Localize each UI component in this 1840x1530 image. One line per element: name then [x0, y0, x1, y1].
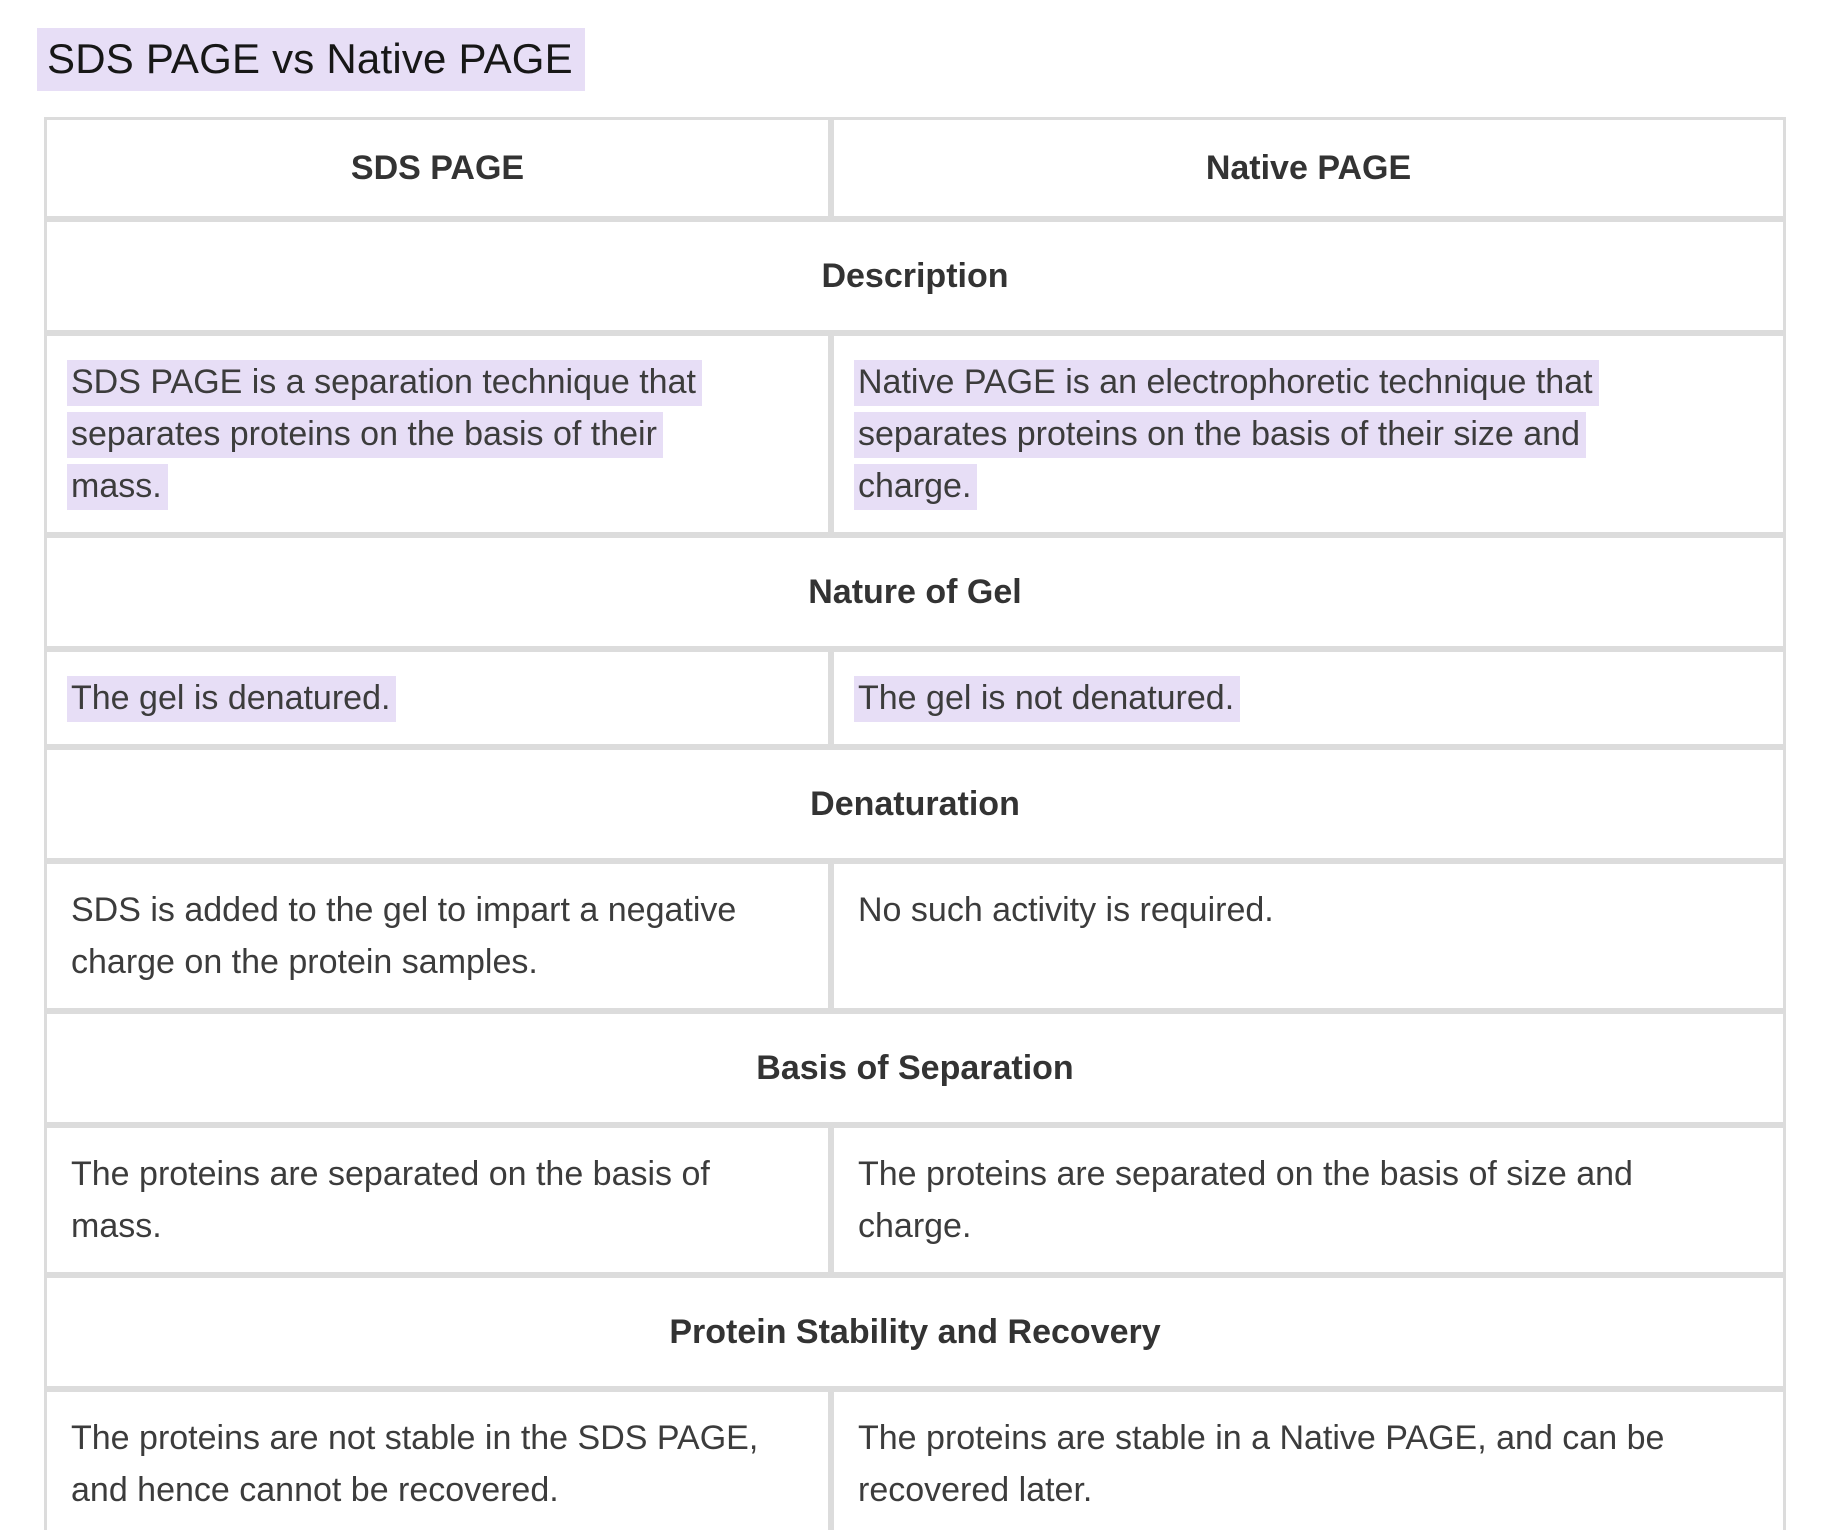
text-line: SDS is added to the gel to impart a negative — [71, 891, 737, 929]
highlighted-text: The gel is not denatured. — [854, 676, 1240, 722]
text-line — [858, 672, 1759, 724]
text-line — [858, 408, 1759, 460]
highlighted-text: Native PAGE is an electrophoretic technique that — [854, 360, 1599, 406]
section-content-row-denaturation — [44, 861, 1786, 1011]
text-line: The proteins are separated on the basis of size and — [858, 1155, 1633, 1193]
text-line: and hence cannot be recovered. — [71, 1471, 559, 1509]
text-line — [71, 672, 804, 724]
section-header-row-basis-of-separation — [44, 1011, 1786, 1125]
text-line: mass. — [71, 1207, 162, 1245]
section-content-row-basis-of-separation — [44, 1125, 1786, 1275]
comparison-table — [44, 117, 1786, 1530]
text-line: The proteins are stable in a Native PAGE, and can be — [858, 1419, 1665, 1457]
text-line: recovered later. — [858, 1471, 1093, 1509]
section-header-row-protein-stability-and-recovery — [44, 1275, 1786, 1389]
cell-native-description — [831, 333, 1786, 535]
text-line — [71, 408, 804, 460]
text-line: The proteins are not stable in the SDS PAGE, — [71, 1419, 759, 1457]
highlighted-text: separates proteins on the basis of their size and — [854, 412, 1586, 458]
cell-native-basis-of-separation — [831, 1125, 1786, 1275]
text-line — [858, 460, 1759, 512]
section-header-protein-stability-and-recovery: Protein Stability and Recovery — [44, 1275, 1786, 1389]
column-header-native-page: Native PAGE — [831, 117, 1786, 219]
section-header-row-denaturation — [44, 747, 1786, 861]
highlighted-text: separates proteins on the basis of their — [67, 412, 663, 458]
highlighted-text: SDS PAGE is a separation technique that — [67, 360, 702, 406]
cell-sds-denaturation — [44, 861, 831, 1011]
section-header-basis-of-separation: Basis of Separation — [44, 1011, 1786, 1125]
title-highlight: SDS PAGE vs Native PAGE — [37, 28, 585, 91]
section-header-nature-of-gel: Nature of Gel — [44, 535, 1786, 649]
section-header-row-description — [44, 219, 1786, 333]
column-header-sds-page: SDS PAGE — [44, 117, 831, 219]
section-content-row-nature-of-gel — [44, 649, 1786, 747]
cell-sds-protein-stability-and-recovery — [44, 1389, 831, 1530]
section-content-row-description — [44, 333, 1786, 535]
cell-sds-description — [44, 333, 831, 535]
cell-native-nature-of-gel — [831, 649, 1786, 747]
cell-sds-nature-of-gel — [44, 649, 831, 747]
text-line: No such activity is required. — [858, 891, 1274, 929]
cell-native-denaturation — [831, 861, 1786, 1011]
cell-native-protein-stability-and-recovery — [831, 1389, 1786, 1530]
cell-sds-basis-of-separation — [44, 1125, 831, 1275]
section-header-description: Description — [44, 219, 1786, 333]
text-line — [858, 356, 1759, 408]
text-line: The proteins are separated on the basis of — [71, 1155, 710, 1193]
section-header-row-nature-of-gel — [44, 535, 1786, 649]
highlighted-text: charge. — [854, 464, 977, 510]
highlighted-text: The gel is denatured. — [67, 676, 396, 722]
text-line — [71, 356, 804, 408]
text-line — [71, 460, 804, 512]
section-content-row-protein-stability-and-recovery — [44, 1389, 1786, 1530]
column-header-row — [44, 117, 1786, 219]
highlighted-text: mass. — [67, 464, 168, 510]
page-title — [47, 30, 1840, 88]
text-line: charge on the protein samples. — [71, 943, 538, 981]
text-line: charge. — [858, 1207, 972, 1245]
section-header-denaturation: Denaturation — [44, 747, 1786, 861]
